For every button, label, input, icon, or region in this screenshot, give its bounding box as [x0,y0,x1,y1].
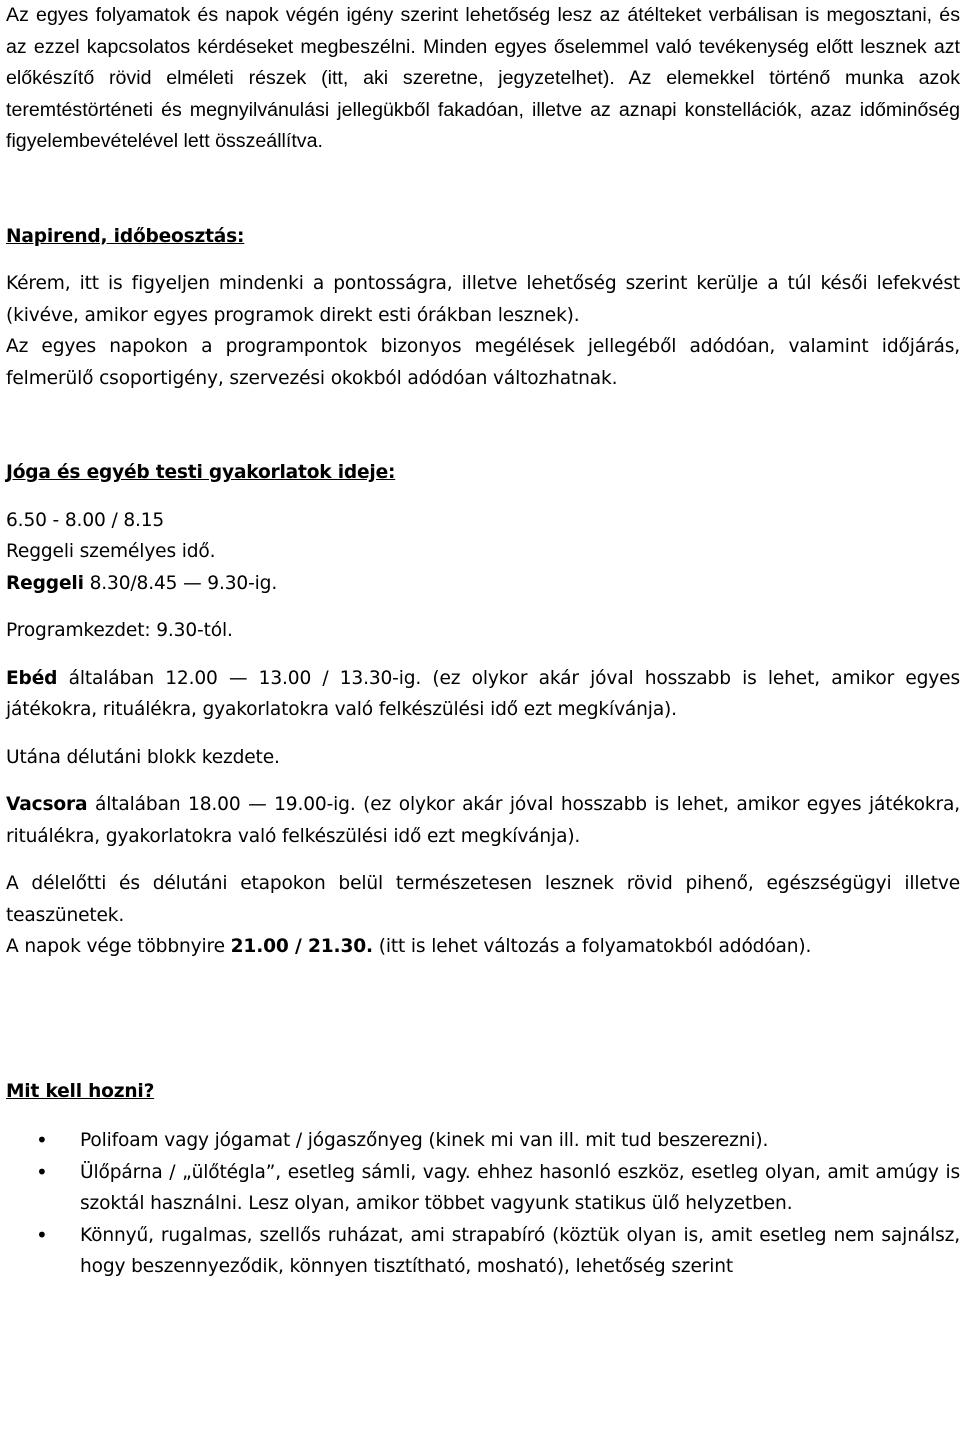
list-item [6,1220,960,1283]
breakfast-line [6,568,960,600]
spacer [6,773,960,789]
spacer [6,647,960,663]
spacer [6,394,960,457]
day-end-prefix: A napok vége többnyire [6,936,231,957]
spacer [6,726,960,742]
list-item-text: Könnyű, rugalmas, szellős ruházat, ami strapabíró (köztük olyan is, amit esetleg nem sajnálsz, hogy beszennyeződik, könnyen tisztítható, mosható), lehetőség szerint [80,1224,960,1277]
bring-list [6,1125,960,1283]
spacer [6,599,960,615]
bullet-icon: • [36,1222,48,1247]
lunch-line [6,663,960,726]
bullet-icon: • [36,1128,48,1152]
lunch-text: általában 12.00 — 13.00 / 13.30-ig. (ez olykor akár jóval hosszabb is lehet, amikor egyes játékokra, rituálékra, gyakorlatokra való felkészülési idő ezt megkívánja). [6,667,960,720]
spacer [6,963,960,1076]
day-end-time: 21.00 / 21.30. [230,936,373,957]
afternoon-block: Utána délutáni blokk kezdete. [6,746,280,768]
intro-paragraph: Az egyes folyamatok és napok végén igény szerint lehetőség lesz az átélteket verbálisan is megosztani, és az ezzel kapcsolatos kérdéseket megbeszélni. Minden egyes őselemmel való tevékenység előtt lesznek azt előkészítő rövid elméleti részek (itt, aki szeretne, jegyzetelhet). Az elemekkel történő munka azok teremtéstörténeti és megnyilvánulási jellegükből fakadóan, illetve az aznapi konstellációk, azaz időminőség figyelembevételével lett összeállítva. [6,4,960,152]
dinner-text: általában 18.00 — 19.00-ig. (ez olykor akár jóval hosszabb is lehet, amikor egyes játékokra, rituálékra, gyakorlatokra való felkészülési idő ezt megkívánja). [6,794,960,847]
list-item [6,1157,960,1220]
spacer [6,158,960,221]
day-end-suffix: (itt is lehet változás a folyamatokból adódóan). [372,936,812,957]
breaks-paragraph: A délelőtti és délutáni etapokon belül természetesen lesznek rövid pihenő, egészségügyi illetve teaszünetek. [6,873,960,926]
list-item [6,1125,960,1157]
schedule-paragraph-1: Kérem, itt is figyeljen mindenki a pontosságra, illetve lehetőség szerint kerülje a túl késői lefekvést (kivéve, amikor egyes programok direkt esti órákban lesznek). [6,273,960,326]
dinner-line [6,789,960,852]
schedule-heading: Napirend, időbeosztás: [6,225,245,247]
spacer [6,489,960,505]
spacer [6,852,960,868]
program-start: Programkezdet: 9.30-tól. [6,620,233,641]
schedule-paragraph-2: Az egyes napokon a programpontok bizonyos megélések jellegéből adódóan, valamint időjárás, felmerülő csoportigény, szervezési okokból adódóan változhatnak. [6,336,960,389]
breakfast-time: 8.30/8.45 — 9.30-ig. [83,572,278,594]
spacer [6,252,960,268]
bring-heading: Mit kell hozni? [6,1080,155,1102]
dinner-label: Vacsora [6,794,88,815]
document-page [6,0,960,1283]
personal-time: Reggeli személyes idő. [6,541,216,562]
lunch-label: Ebéd [6,667,58,689]
yoga-heading: Jóga és egyéb testi gyakorlatok ideje: [6,462,396,483]
spacer [6,1107,960,1125]
list-item-text: Ülőpárna / „ülőtégla”, esetleg sámli, vagy. ehhez hasonló eszköz, esetleg olyan, amit amúgy is szoktál használni. Lesz olyan, amikor többet vagyunk statikus ülő helyzetben. [80,1161,960,1214]
day-end-line [6,931,960,963]
list-item-text: Polifoam vagy jógamat / jógaszőnyeg (kinek mi van ill. mit tud beszerezni). [80,1130,769,1151]
yoga-time: 6.50 - 8.00 / 8.15 [6,509,165,531]
bullet-icon: • [36,1159,48,1184]
breakfast-label: Reggeli [6,572,84,594]
